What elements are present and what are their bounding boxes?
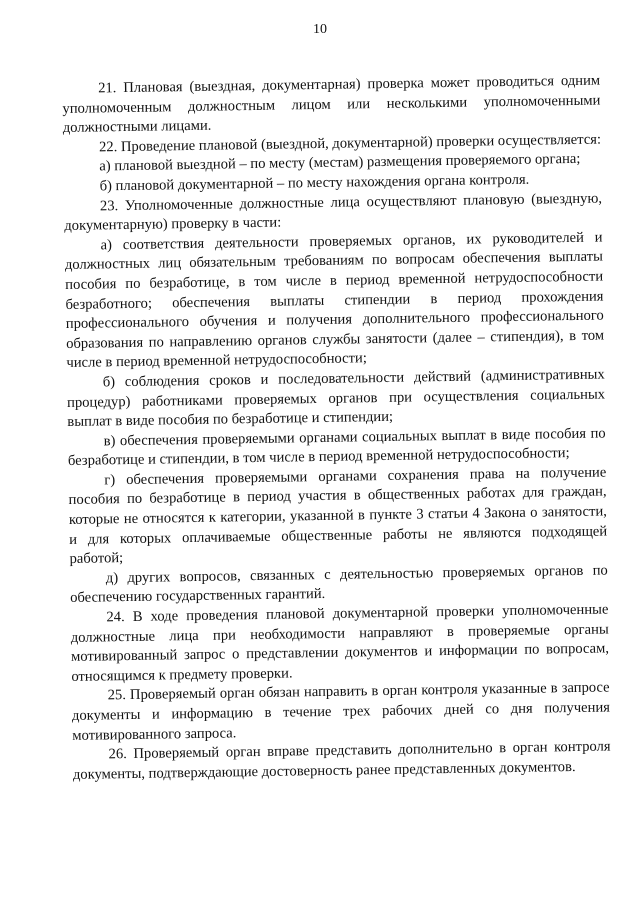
paragraph-23-d: д) других вопросов, связанных с деятельностью проверяемых органов по обеспечению государственных гарантий. (70, 562, 608, 607)
paragraph-23-b: б) соблюдения сроков и последовательности действий (административных процедур) работниками проверяемых органов при осуществления социальных выплат в виде пособия по безработице и стипендии; (66, 366, 606, 431)
paragraph-25: 25. Проверяемый орган обязан направить в орган контроля указанные в запросе документы и информацию в течение трех рабочих дней со дня получения мотивированного запроса. (71, 679, 611, 744)
paragraph-21: 21. Плановая (выездная, документарная) проверка может проводиться одним уполномоченным должностным лицом или несколькими уполномоченными должностными лицами. (62, 72, 601, 137)
paragraph-23: 23. Уполномоченные должностные лица осуществляют плановую (выездную, документарную) проверку в части: (64, 190, 603, 235)
paragraph-22-b: б) плановой документарной – по месту нахождения органа контроля. (99, 171, 530, 195)
page-number: 10 (313, 22, 327, 37)
paragraph-23-v: в) обеспечения проверяемыми органами социальных выплат в виде пособия по безработице и стипендии, в том числе в период временной нетрудоспособности; (67, 425, 606, 470)
paragraph-22-a: а) плановой выездной – по месту (местам) размещения проверяемого органа; (99, 151, 581, 175)
paragraph-26: 26. Проверяемый орган вправе представить дополнительно в орган контроля документы, подтверждающие достоверность ранее представленных документов. (72, 738, 611, 783)
paragraph-23-a: а) соответствия деятельности проверяемых органов, их руководителей и должностных лиц обязательным требованиям по вопросам обеспечения выплаты пособия по безработице, в том числе в период временной нетрудоспособности безработного; обеспечения выплаты стипендии в период прохождения профессионального обучения и получения дополнительного профессионального образования по направлению органов службы занятости (далее – стипендия), в том числе в период временной нетрудоспособности; (64, 229, 605, 372)
paragraph-22: 22. Проведение плановой (выездной, документарной) проверки осуществляется: (98, 131, 602, 156)
paragraph-23-g: г) обеспечения проверяемыми органами сохранения права на получение пособия по безработице в период участия в общественных работах для граждан, которые не относятся к категории, указанной в пункте 3 статьи 4 Закона о занятости, и для которых оплачиваемые общественные работы не являются подходящей работой; (68, 464, 608, 568)
paragraph-24: 24. В ходе проведения плановой документарной проверки уполномоченные должностные лица при необходимости направляют в проверяемые органы мотивированный запрос о представлении документов и информации по вопросам, относящимся к предмету проверки. (70, 601, 610, 685)
document-body (62, 72, 611, 786)
